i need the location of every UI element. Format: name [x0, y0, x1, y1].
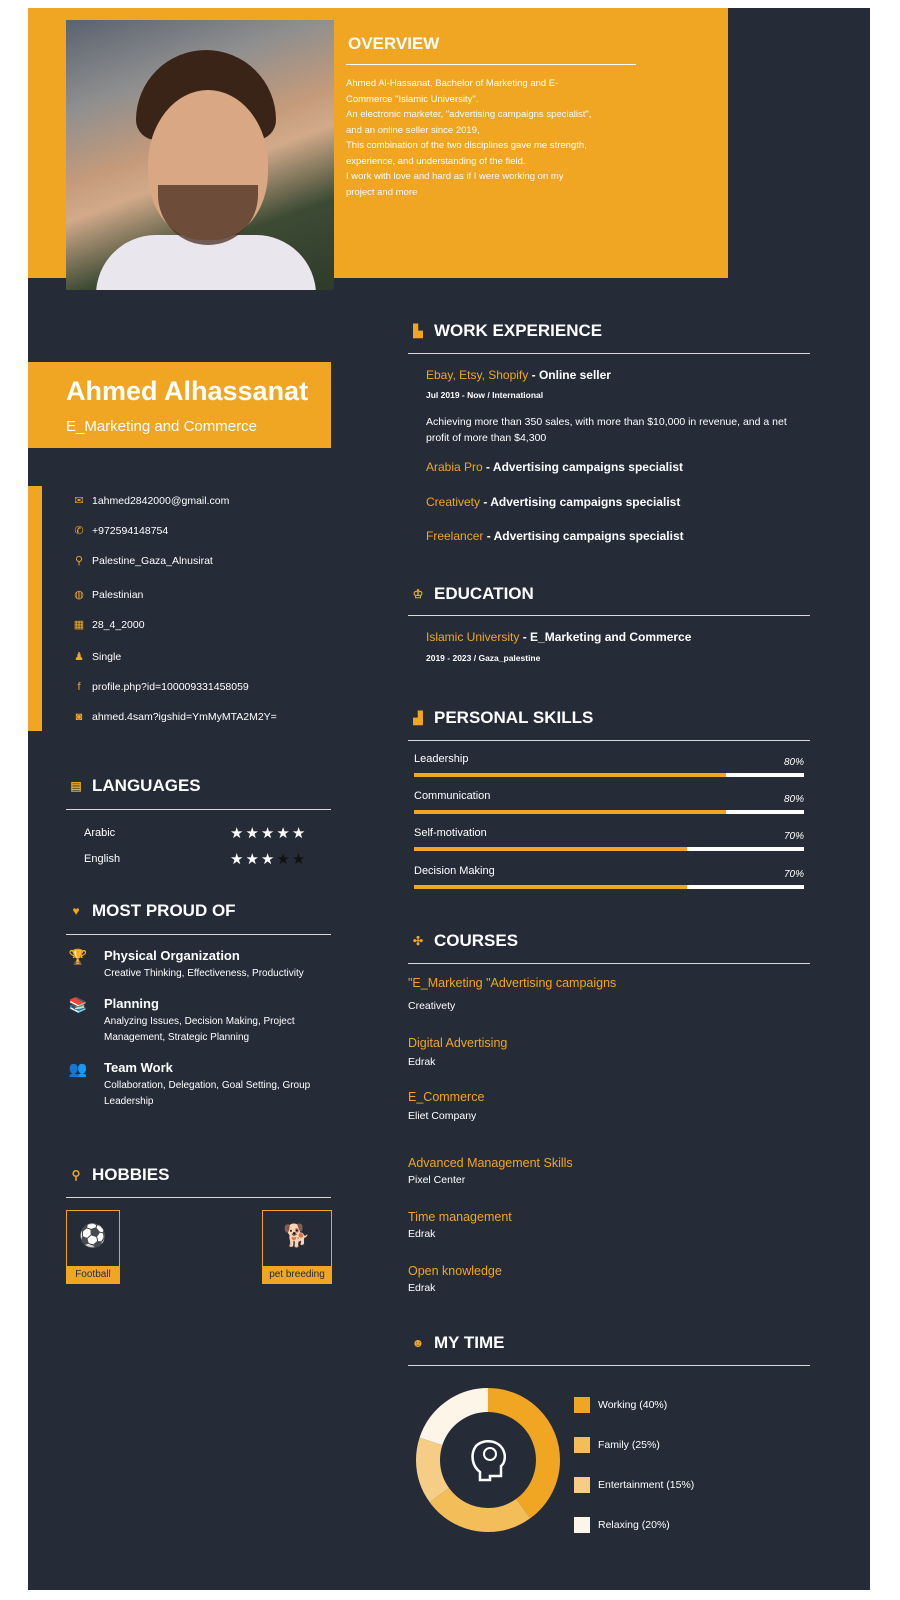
skills-title: PERSONAL SKILLS: [434, 708, 594, 727]
course-title: Advanced Management Skills: [408, 1156, 573, 1170]
profile-title: E_Marketing and Commerce: [66, 418, 257, 435]
head-icon: ☻: [411, 1336, 425, 1350]
languages-divider: [66, 809, 331, 810]
proud-item-desc: Analyzing Issues, Decision Making, Project Management, Strategic Planning: [104, 1016, 295, 1043]
job-entry: [426, 368, 611, 382]
language-name: English: [84, 853, 121, 865]
football-player-icon: ⚽: [79, 1223, 107, 1248]
overview-title: OVERVIEW: [348, 34, 440, 53]
contact-text: Palestine_Gaza_Alnusirat: [92, 555, 213, 567]
courses-title: COURSES: [434, 931, 519, 950]
resume-page: [28, 8, 870, 1590]
skill-bar-track: [414, 773, 804, 777]
legend-swatch: [574, 1437, 590, 1453]
languages-heading: [68, 776, 201, 796]
course-org: Edrak: [408, 1056, 436, 1068]
team-icon: 👥: [68, 1061, 88, 1078]
course-item: [408, 976, 808, 1012]
proud-divider: [66, 934, 331, 935]
course-org: Pixel Center: [408, 1174, 466, 1186]
courses-heading: [410, 931, 518, 951]
legend-swatch: [574, 1397, 590, 1413]
legend-swatch: [574, 1517, 590, 1533]
course-title: "E_Marketing "Advertising campaigns: [408, 976, 617, 990]
legend-label: Family (25%): [598, 1439, 660, 1451]
job-description: Achieving more than 350 sales, with more than $10,000 in revenue, and a net profit of more than $4,300: [426, 416, 787, 444]
overview-line: This combination of the two disciplines gave me strength,: [346, 140, 587, 151]
hobby-football: [66, 1210, 120, 1284]
contact-nationality: [72, 586, 143, 604]
hobbies-title: HOBBIES: [92, 1165, 170, 1184]
star-filled-icon: ★: [260, 851, 277, 868]
education-divider: [408, 615, 810, 616]
bar-chart-icon: ▟: [413, 711, 423, 725]
job-entry: [426, 495, 680, 509]
work-heading: [410, 321, 602, 341]
job-company: Creativety: [426, 495, 481, 509]
hobby-label: Football: [67, 1266, 119, 1283]
hobbies-heading: [68, 1165, 169, 1185]
graduation-cap-icon: ♔: [412, 587, 424, 601]
legend-item-working: [574, 1397, 667, 1413]
contact-accent-bar: [28, 486, 42, 731]
globe-icon: ◍: [74, 589, 84, 601]
contact-status: [72, 648, 121, 666]
star-filled-icon: ★: [230, 825, 246, 842]
language-rating: [230, 824, 307, 842]
job-company: Arabia Pro: [426, 460, 483, 474]
overview-line: An electronic marketer, "advertising campaigns specialist",: [346, 109, 592, 120]
legend-label: Entertainment (15%): [598, 1479, 695, 1491]
phone-icon: ✆: [74, 525, 84, 537]
instagram-icon: ◙: [75, 711, 83, 723]
star-filled-icon: ★: [260, 825, 277, 842]
star-filled-icon: ★: [276, 825, 292, 842]
proud-item-desc: Creative Thinking, Effectiveness, Productivity: [104, 968, 304, 979]
skill-bar-track: [414, 847, 804, 851]
star-empty-icon: ★: [276, 851, 292, 868]
course-org: Eliet Company: [408, 1110, 477, 1122]
books-icon: 📚: [68, 997, 88, 1014]
star-filled-icon: ★: [245, 851, 261, 868]
courses-divider: [408, 963, 810, 964]
course-item: [408, 1264, 808, 1294]
course-item: [408, 1036, 808, 1068]
overview-line: I work with love and hard as if I were working on my: [346, 171, 564, 182]
star-empty-icon: ★: [291, 851, 308, 868]
proud-title: MOST PROUD OF: [92, 901, 236, 920]
contact-text: 28_4_2000: [92, 619, 145, 631]
job-role: - Online seller: [528, 368, 611, 382]
course-org: Creativety: [408, 1000, 456, 1012]
language-row: [84, 852, 324, 868]
course-org: Edrak: [408, 1228, 436, 1240]
skills-divider: [408, 740, 810, 741]
calendar-icon: ▦: [73, 619, 85, 631]
hobby-pet-breeding: [262, 1210, 332, 1284]
skill-name: Communication: [414, 790, 491, 802]
skills-heading: [410, 708, 593, 728]
skill-percent: 80%: [783, 757, 804, 768]
mytime-heading: [410, 1333, 505, 1353]
skill-row: [414, 790, 804, 826]
languages-title: LANGUAGES: [92, 776, 201, 795]
contact-text: Palestinian: [92, 589, 144, 601]
overview-line: and an online seller since 2019,: [346, 124, 480, 136]
proud-item-desc: Collaboration, Delegation, Goal Setting, Group Leadership: [104, 1080, 311, 1107]
overview-line: project and more: [346, 186, 418, 198]
skill-bar-track: [414, 885, 804, 889]
education-heading: [410, 584, 534, 604]
pet-icon: 🐕: [283, 1223, 311, 1248]
legend-item-entertainment: [574, 1477, 694, 1493]
proud-item-title: Planning: [104, 996, 159, 1011]
job-role: - Advertising campaigns specialist: [480, 495, 681, 509]
skill-percent: 80%: [783, 794, 804, 805]
job-company: Ebay, Etsy, Shopify: [426, 368, 529, 382]
job-company: Freelancer: [426, 529, 484, 543]
skill-bar-fill: [414, 847, 687, 851]
education-degree: - E_Marketing and Commerce: [519, 630, 692, 644]
skill-name: Decision Making: [414, 865, 495, 877]
hobbies-divider: [66, 1197, 331, 1198]
star-filled-icon: ★: [291, 825, 308, 842]
job-entry: [426, 529, 684, 543]
contact-instagram[interactable]: [72, 708, 277, 726]
work-title: WORK EXPERIENCE: [434, 321, 603, 340]
work-divider: [408, 353, 810, 354]
education-dates: 2019 - 2023 / Gaza_palestine: [426, 653, 541, 663]
envelope-icon: ✉: [74, 495, 84, 507]
job-entry: [426, 460, 683, 474]
skill-bar-fill: [414, 885, 687, 889]
contact-text: ahmed.4sam?igshid=YmMyMTA2M2Y=: [92, 711, 277, 723]
name-box: [28, 362, 331, 448]
head-brain-icon: [473, 1441, 505, 1480]
legend-item-family: [574, 1437, 660, 1453]
contact-facebook[interactable]: [72, 678, 249, 696]
language-rating: [230, 850, 307, 868]
puzzle-icon: ✣: [412, 934, 424, 948]
skill-row: [414, 753, 804, 789]
job-role: - Advertising campaigns specialist: [483, 529, 684, 543]
heart-icon: ♥: [72, 904, 80, 918]
my-time-donut-chart: [414, 1386, 562, 1534]
star-filled-icon: ★: [230, 851, 246, 868]
proud-item-title: Physical Organization: [104, 948, 240, 963]
education-entry: [426, 630, 691, 644]
trophy-icon: 🏆: [68, 949, 88, 966]
legend-label: Relaxing (20%): [598, 1519, 670, 1531]
skill-bar-fill: [414, 773, 726, 777]
course-title: Time management: [408, 1210, 512, 1224]
overview-line: Ahmed Al-Hassanat, Bachelor of Marketing and E-: [346, 78, 559, 89]
skill-name: Leadership: [414, 753, 469, 765]
contact-phone[interactable]: [72, 522, 168, 540]
job-dates: Jul 2019 - Now / International: [426, 390, 544, 400]
mytime-divider: [408, 1365, 810, 1366]
contact-text: +972594148754: [92, 525, 169, 537]
overview-divider: [346, 64, 636, 65]
contact-location: [72, 552, 213, 570]
course-item: [408, 1156, 808, 1186]
education-title: EDUCATION: [434, 584, 534, 603]
star-filled-icon: ★: [245, 825, 261, 842]
location-pin-icon: ⚲: [74, 555, 84, 567]
building-icon: ▙: [413, 324, 423, 338]
overview-line: experience, and understanding of the field.: [346, 155, 526, 167]
legend-swatch: [574, 1477, 590, 1493]
skill-bar-track: [414, 810, 804, 814]
course-item: [408, 1210, 808, 1240]
proud-heading: [68, 901, 236, 921]
proud-item-title: Team Work: [104, 1060, 173, 1075]
course-title: E_Commerce: [408, 1090, 485, 1104]
overview-text: [346, 76, 636, 200]
profile-photo: [66, 20, 334, 290]
course-org: Edrak: [408, 1282, 436, 1294]
skill-bar-fill: [414, 810, 726, 814]
chat-icon: ▤: [70, 779, 82, 793]
course-title: Open knowledge: [408, 1264, 502, 1278]
legend-item-relaxing: [574, 1517, 670, 1533]
contact-text: profile.php?id=100009331458059: [92, 681, 249, 693]
legend-label: Working (40%): [598, 1399, 668, 1411]
education-school: Islamic University: [426, 630, 520, 644]
mytime-title: MY TIME: [434, 1333, 505, 1352]
skill-row: [414, 827, 804, 863]
course-title: Digital Advertising: [408, 1036, 508, 1050]
user-icon: ♟: [74, 651, 84, 663]
contact-text: Single: [92, 651, 122, 663]
skill-name: Self-motivation: [414, 827, 487, 839]
skill-percent: 70%: [783, 831, 804, 842]
language-name: Arabic: [84, 827, 116, 839]
language-row: [84, 826, 324, 842]
bicycle-icon: ⚲: [71, 1168, 81, 1182]
job-role: - Advertising campaigns specialist: [482, 460, 683, 474]
contact-email[interactable]: [72, 492, 229, 510]
contact-birthdate: [72, 616, 145, 634]
overview-line: Commerce "Islamic University".: [346, 93, 479, 105]
hobby-label: pet breeding: [263, 1266, 331, 1283]
course-item: [408, 1090, 808, 1122]
profile-name: Ahmed Alhassanat: [66, 376, 309, 406]
skill-percent: 70%: [783, 869, 804, 880]
contact-text: 1ahmed2842000@gmail.com: [92, 495, 230, 507]
facebook-icon: f: [77, 681, 81, 693]
skill-row: [414, 865, 804, 901]
